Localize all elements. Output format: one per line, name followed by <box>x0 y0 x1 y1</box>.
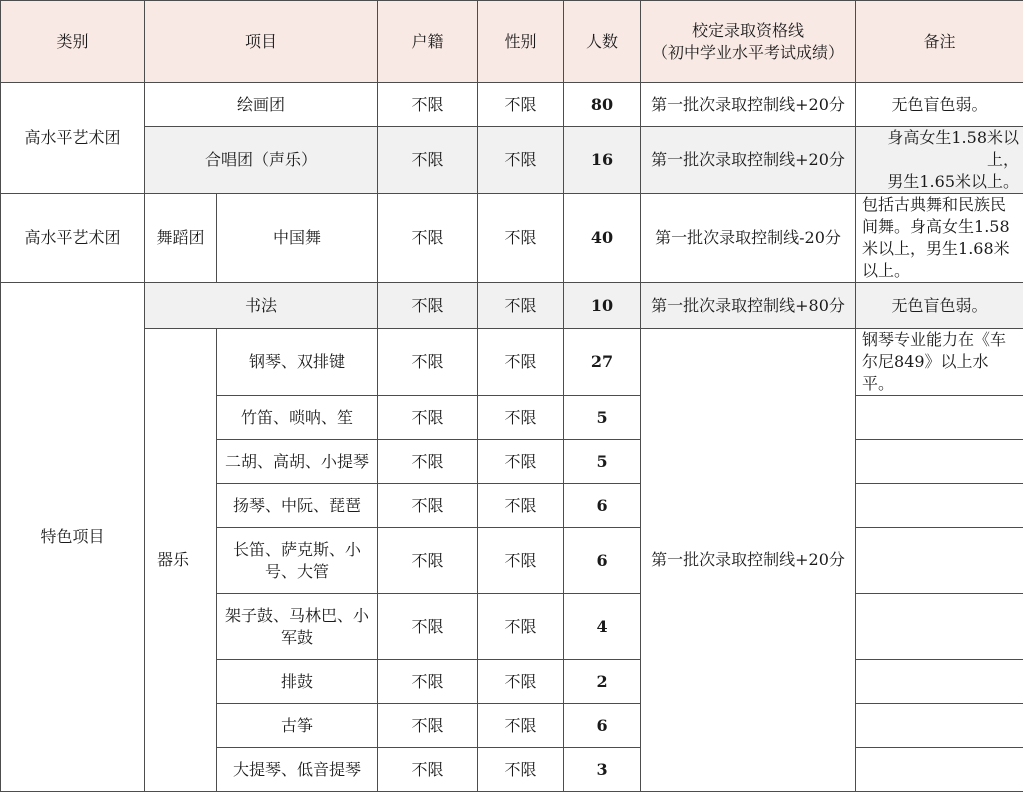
gender-cell: 不限 <box>478 748 564 792</box>
header-category: 类别 <box>1 1 145 83</box>
hukou-cell: 不限 <box>378 127 478 194</box>
remark-cell <box>856 528 1023 594</box>
gender-cell: 不限 <box>478 440 564 484</box>
remark-cell <box>856 704 1023 748</box>
project-cell: 书法 <box>145 283 378 329</box>
project-cell: 二胡、高胡、小提琴 <box>217 440 378 484</box>
project-cell: 扬琴、中阮、琵琶 <box>217 484 378 528</box>
category-cell: 特色项目 <box>1 283 145 792</box>
project-cell: 合唱团（声乐） <box>145 127 378 194</box>
table-row <box>1 329 1023 396</box>
count-cell: 5 <box>564 440 641 484</box>
gender-cell: 不限 <box>478 127 564 194</box>
header-score-line <box>641 1 856 83</box>
header-score-line-1: 校定录取资格线 <box>645 20 851 42</box>
remark-cell <box>856 440 1023 484</box>
remark-cell <box>856 484 1023 528</box>
project-cell: 竹笛、唢呐、笙 <box>217 396 378 440</box>
header-score-line-2: （初中学业水平考试成绩） <box>645 42 851 64</box>
category-cell: 高水平艺术团 <box>1 83 145 194</box>
project-cell: 大提琴、低音提琴 <box>217 748 378 792</box>
gender-cell: 不限 <box>478 83 564 127</box>
remark-line: 身高女生1.58米以上， <box>860 127 1019 171</box>
hukou-cell: 不限 <box>378 594 478 660</box>
remark-cell: 无色盲色弱。 <box>856 283 1023 329</box>
project-cell: 钢琴、双排键 <box>217 329 378 396</box>
count-cell: 27 <box>564 329 641 396</box>
score-line-cell: 第一批次录取控制线-20分 <box>641 194 856 283</box>
count-cell: 6 <box>564 484 641 528</box>
count-cell: 3 <box>564 748 641 792</box>
header-count: 人数 <box>564 1 641 83</box>
category-cell: 高水平艺术团 <box>1 194 145 283</box>
header-hukou: 户籍 <box>378 1 478 83</box>
project-cell: 古筝 <box>217 704 378 748</box>
project-cell: 排鼓 <box>217 660 378 704</box>
table-row <box>1 83 1023 127</box>
gender-cell: 不限 <box>478 594 564 660</box>
remark-cell: 无色盲色弱。 <box>856 83 1023 127</box>
gender-cell: 不限 <box>478 704 564 748</box>
hukou-cell: 不限 <box>378 748 478 792</box>
table-row <box>1 127 1023 194</box>
count-cell: 16 <box>564 127 641 194</box>
count-cell: 40 <box>564 194 641 283</box>
score-line-cell: 第一批次录取控制线+20分 <box>641 329 856 792</box>
project-cell: 绘画团 <box>145 83 378 127</box>
gender-cell: 不限 <box>478 396 564 440</box>
score-line-cell: 第一批次录取控制线+80分 <box>641 283 856 329</box>
remark-cell <box>856 660 1023 704</box>
gender-cell: 不限 <box>478 660 564 704</box>
remark-cell <box>856 594 1023 660</box>
hukou-cell: 不限 <box>378 484 478 528</box>
hukou-cell: 不限 <box>378 83 478 127</box>
score-line-cell: 第一批次录取控制线+20分 <box>641 127 856 194</box>
hukou-cell: 不限 <box>378 396 478 440</box>
table-row <box>1 194 1023 283</box>
hukou-cell: 不限 <box>378 440 478 484</box>
hukou-cell: 不限 <box>378 528 478 594</box>
gender-cell: 不限 <box>478 329 564 396</box>
hukou-cell: 不限 <box>378 283 478 329</box>
gender-cell: 不限 <box>478 484 564 528</box>
count-cell: 4 <box>564 594 641 660</box>
score-line-cell: 第一批次录取控制线+20分 <box>641 83 856 127</box>
project-cell: 长笛、萨克斯、小号、大管 <box>217 528 378 594</box>
header-remarks: 备注 <box>856 1 1023 83</box>
gender-cell: 不限 <box>478 528 564 594</box>
count-cell: 5 <box>564 396 641 440</box>
count-cell: 2 <box>564 660 641 704</box>
count-cell: 80 <box>564 83 641 127</box>
remark-cell: 钢琴专业能力在《车尔尼849》以上水平。 <box>856 329 1023 396</box>
remark-cell <box>856 127 1023 194</box>
header-row <box>1 1 1023 83</box>
gender-cell: 不限 <box>478 194 564 283</box>
hukou-cell: 不限 <box>378 704 478 748</box>
hukou-cell: 不限 <box>378 194 478 283</box>
header-gender: 性别 <box>478 1 564 83</box>
remark-line: 男生1.65米以上。 <box>860 171 1019 193</box>
group-cell: 舞蹈团 <box>145 194 217 283</box>
group-cell: 器乐 <box>145 329 217 792</box>
table-row <box>1 283 1023 329</box>
project-cell: 中国舞 <box>217 194 378 283</box>
hukou-cell: 不限 <box>378 660 478 704</box>
header-project: 项目 <box>145 1 378 83</box>
hukou-cell: 不限 <box>378 329 478 396</box>
gender-cell: 不限 <box>478 283 564 329</box>
count-cell: 6 <box>564 704 641 748</box>
count-cell: 10 <box>564 283 641 329</box>
project-cell: 架子鼓、马林巴、小军鼓 <box>217 594 378 660</box>
remark-cell: 包括古典舞和民族民间舞。身高女生1.58米以上，男生1.68米以上。 <box>856 194 1023 283</box>
remark-cell <box>856 396 1023 440</box>
remark-cell <box>856 748 1023 792</box>
count-cell: 6 <box>564 528 641 594</box>
